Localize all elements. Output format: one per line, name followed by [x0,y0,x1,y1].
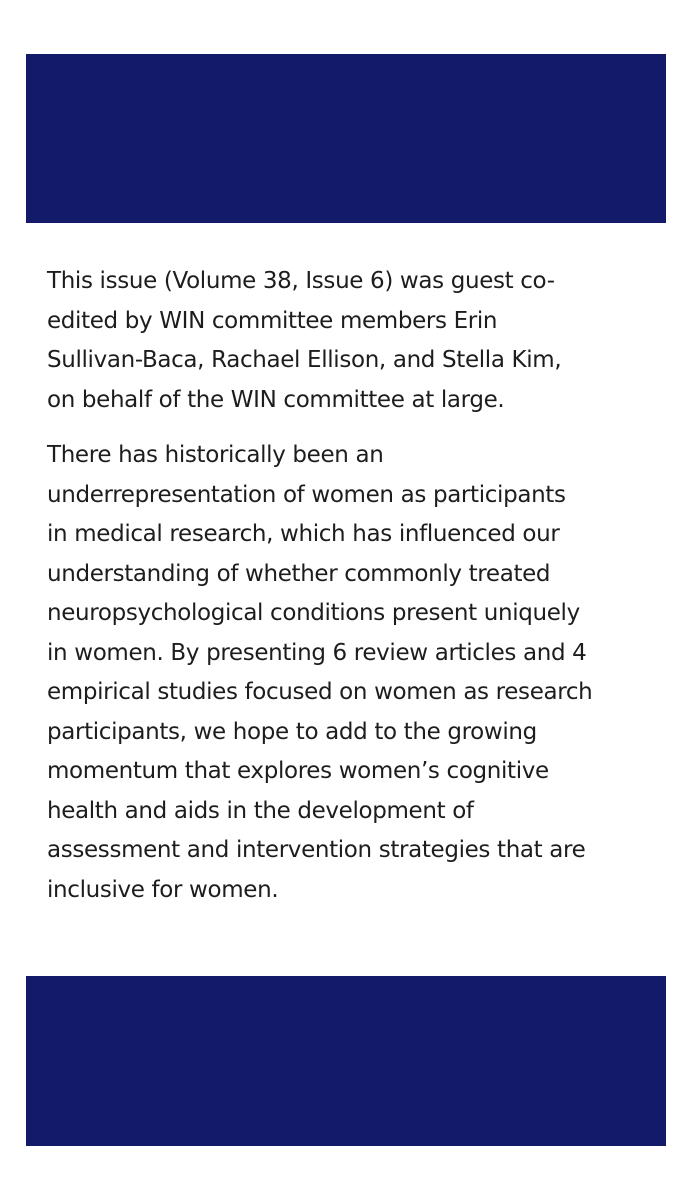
top-banner [26,54,666,223]
article-body [47,262,672,910]
issue-editors-paragraph: This issue (Volume 38, Issue 6) was guest co- edited by WIN committee members Erin Sullivan-Baca, Rachael Ellison, and Stella Kim, on behalf of the WIN committee at large. [47,268,562,413]
issue-description-paragraph: There has historically been an underrepresentation of women as participants in medical research, which has influenced our understanding of whether commonly treated neuropsychological conditions present uniquely in women. By presenting 6 review articles and 4 empirical studies focused on women as research participants, we hope to add to the growing momentum that explores women’s cognitive health and aids in the development of assessment and intervention strategies that are inclusive for women. [47,442,593,903]
bottom-banner [26,976,666,1146]
